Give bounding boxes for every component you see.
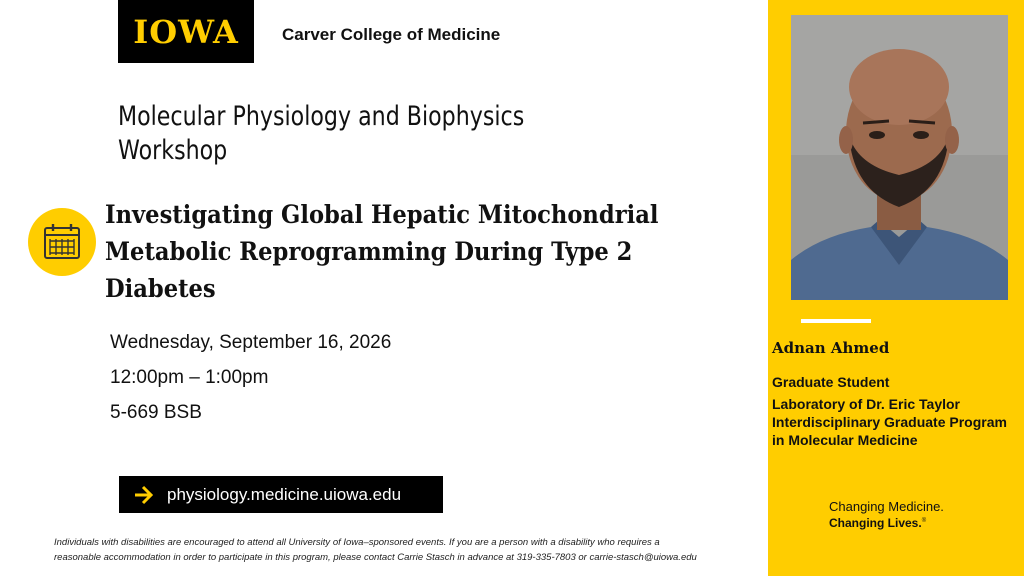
workshop-line-2: Workshop bbox=[118, 135, 228, 166]
role-line-1: Graduate Student bbox=[772, 374, 890, 390]
speaker-name: Adnan Ahmed bbox=[772, 339, 890, 357]
disclaimer-line-1: Individuals with disabilities are encouraged to attend all University of Iowa–sponsored events. If you are a person with a disability who requires a bbox=[54, 537, 660, 548]
event-time: 12:00pm – 1:00pm bbox=[110, 367, 269, 388]
workshop-heading bbox=[118, 100, 577, 168]
accessibility-disclaimer bbox=[54, 535, 784, 565]
calendar-icon bbox=[42, 222, 82, 262]
disclaimer-line-2: reasonable accommodation in order to participate in this program, please contact Carrie Stasch in advance at 319-335-7803 or carrie-stasch@uiowa.edu bbox=[54, 552, 697, 563]
title-line-1: Investigating Global Hepatic Mitochondrial bbox=[105, 200, 659, 229]
name-divider bbox=[801, 319, 871, 323]
tagline-line-1: Changing Medicine. bbox=[829, 499, 944, 514]
title-line-2: Metabolic Reprogramming During Type 2 bbox=[105, 237, 633, 266]
registered-mark: ® bbox=[921, 518, 927, 524]
tagline-text: Changing Lives. bbox=[829, 516, 922, 530]
calendar-badge bbox=[28, 208, 96, 276]
role-line-4: in Molecular Medicine bbox=[772, 432, 918, 448]
workshop-line-1: Molecular Physiology and Biophysics bbox=[118, 101, 525, 132]
tagline-line-2 bbox=[829, 516, 926, 530]
role-line-3: Interdisciplinary Graduate Program bbox=[772, 414, 1007, 430]
college-name: Carver College of Medicine bbox=[282, 25, 501, 44]
website-url[interactable]: physiology.medicine.uiowa.edu bbox=[167, 484, 402, 504]
speaker-photo bbox=[791, 15, 1008, 300]
iowa-logo bbox=[118, 0, 254, 63]
title-line-3: Diabetes bbox=[105, 274, 216, 303]
event-date: Wednesday, September 16, 2026 bbox=[110, 332, 392, 353]
website-link[interactable] bbox=[119, 476, 443, 513]
speaker-role bbox=[772, 373, 1024, 449]
role-line-2: Laboratory of Dr. Eric Taylor bbox=[772, 396, 961, 412]
event-title bbox=[105, 196, 775, 307]
logo-text: IOWA bbox=[133, 12, 239, 51]
event-location: 5-669 BSB bbox=[110, 402, 202, 423]
arrow-right-icon bbox=[133, 485, 155, 505]
